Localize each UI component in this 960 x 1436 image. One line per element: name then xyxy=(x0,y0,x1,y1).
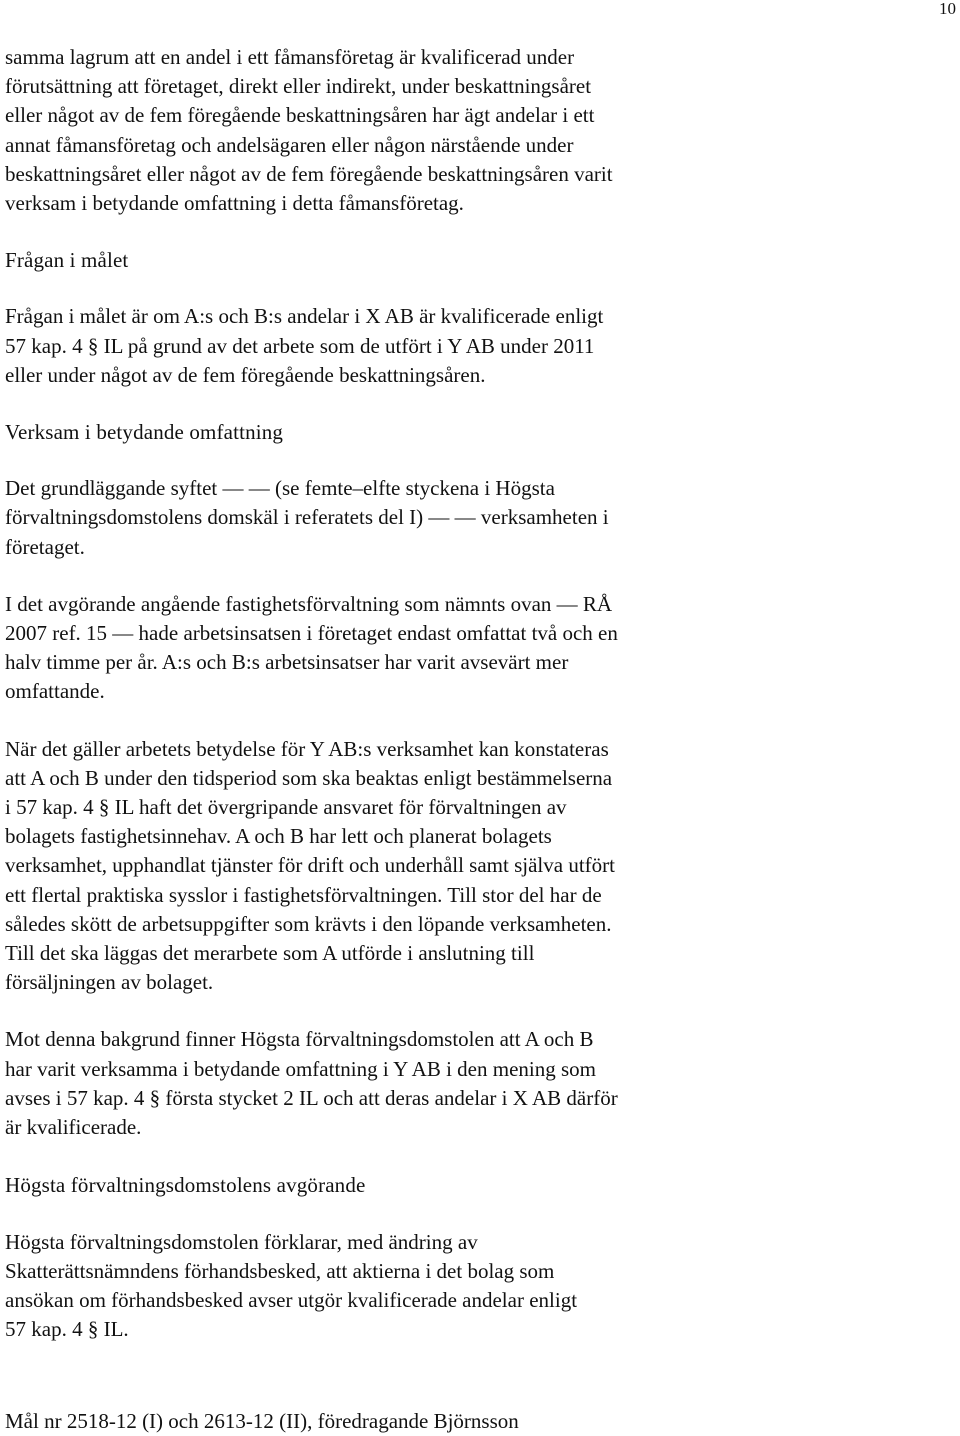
paragraph-conclusion: Mot denna bakgrund finner Högsta förvaltningsdomstolen att A och B har varit verksamma i betydande omfattning i Y AB i den mening som avses i 57 kap. 4 § första stycket 2 IL och att deras andelar i X AB därför är kvalificerade. xyxy=(5,1027,618,1140)
paragraph-ruling: Högsta förvaltningsdomstolen förklarar, med ändring av Skatterättsnämndens förhandsbesked, att aktierna i det bolag som ansökan om förhandsbesked avser utgör kvalificerade andelar enligt 57 kap. 4 § IL. xyxy=(5,1229,578,1342)
paragraph-precedent: I det avgörande angående fastighetsförvaltning som nämnts ovan — RÅ 2007 ref. 15 — hade arbetsinsatsen i företaget endast omfattat två och en halv timme per år. A:s och B:s arbetsinsatser har varit avsevärt mer omfattande. xyxy=(5,591,618,704)
heading-verksam-i-betydande-omfattning: Verksam i betydande omfattning xyxy=(5,420,284,445)
heading-fragan-i-malet: Frågan i målet xyxy=(5,248,129,273)
paragraph-purpose: Det grundläggande syftet — — (se femte–elfte styckena i Högsta förvaltningsdomstolens domskäl i referatets del I) — — verksamheten i företaget. xyxy=(5,476,609,559)
paragraph-question: Frågan i målet är om A:s och B:s andelar i X AB är kvalificerade enligt 57 kap. 4 § IL på grund av det arbete som de utfört i Y AB under 2011 eller under något av de fem föregående beskattningsåren. xyxy=(5,304,604,387)
heading-avgorande: Högsta förvaltningsdomstolens avgörande xyxy=(5,1173,366,1198)
document-body xyxy=(5,43,785,1344)
page-number: 10 xyxy=(939,0,956,18)
paragraph-intro: samma lagrum att en andel i ett fåmansföretag är kvalificerad under förutsättning att företaget, direkt eller indirekt, under beskattningsåret eller något av de fem föregående beskattningsåren har ägt andelar i ett annat fåmansföretag och andelsägaren eller någon närstående under beskattningsåret eller något av de fem föregående beskattningsåren varit verksam i betydande omfattning i detta fåmansföretag. xyxy=(5,45,613,216)
case-footer: Mål nr 2518-12 (I) och 2613-12 (II), föredragande Björnsson xyxy=(5,1409,519,1433)
paragraph-work-significance: När det gäller arbetets betydelse för Y AB:s verksamhet kan konstateras att A och B under den tidsperiod som ska beaktas enligt bestämmelserna i 57 kap. 4 § IL haft det övergripande ansvaret för förvaltningen av bolagets fastighetsinnehav. A och B har lett och planerat bolagets verksamhet, upphandlat tjänster för drift och underhåll samt själva utfört ett flertal praktiska sysslor i fastighetsförvaltningen. Till stor del har de således skött de arbetsuppgifter som krävts i den löpande verksamheten. Till det ska läggas det merarbete som A utförde i anslutning till försäljningen av bolaget. xyxy=(5,736,615,995)
